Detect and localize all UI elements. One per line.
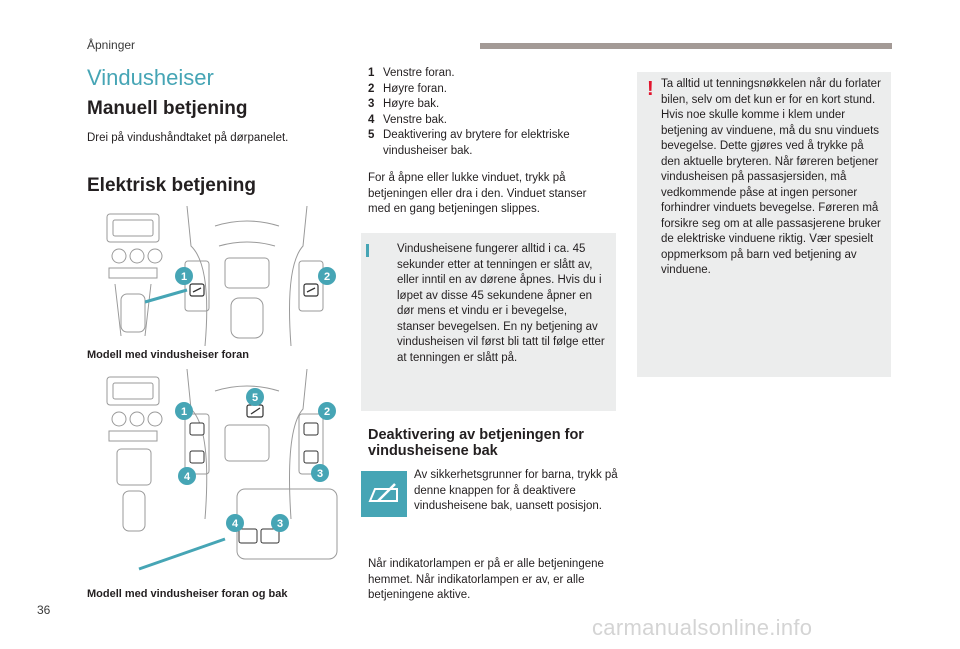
warning-icon: ! <box>647 78 654 100</box>
open-close-text: For å åpne eller lukke vinduet, trykk på betjeningen eller dra i den. Vinduet stanser med en gang betjeningen slippes. <box>368 172 587 215</box>
list-item: 2 Høyre foran. <box>368 82 447 95</box>
warning-text: Ta alltid ut tenningsnøkkelen når du forlater bilen, selv om det kun er for en kort stund. Hvis noe skulle komme i klem under betjening av vinduene, må du snu vinduets bevegelse. Dette gjøres ved å trykke på den aktuelle bryteren. Når føreren betjener vindusheisen på passasjersiden, må vedkommende påse at ingen personer forhindrer vinduets bevegelse. Føreren må forsikre seg om at alle passasjerene bruker de elektriske vinduene riktig. Vær spesielt oppmerksom på barn ved betjening av vinduene. <box>661 78 881 276</box>
callout-4 <box>178 467 196 485</box>
warning-box <box>637 72 891 377</box>
info-text: Vindusheisene fungerer alltid i ca. 45 sekunder etter at tenningen er slått av, eller inntil en av dørene åpnes. Hvis du i løpet av disse 45 sekundene åpner en dør mens et vindu er i bevegelse, stanser bevegelsen. En ny betjening av vindusheisen vil først bli tatt til følge etter at tenningen er slått på. <box>397 243 605 364</box>
list-item: 4 Venstre bak. <box>368 113 447 126</box>
info-icon <box>366 244 369 257</box>
header-rule <box>480 43 892 49</box>
page-number: 36 <box>37 603 51 617</box>
callout-1 <box>175 267 193 285</box>
info-box <box>361 233 616 411</box>
callout-2 <box>318 267 336 285</box>
illustration-front-windows <box>87 206 342 346</box>
page-title: Vindusheiser <box>87 65 214 90</box>
list-item: 3 Høyre bak. <box>368 98 440 110</box>
heading-electric: Elektrisk betjening <box>87 175 256 196</box>
heading-manual: Manuell betjening <box>87 98 248 119</box>
callout-3 <box>311 464 329 482</box>
svg-text:1: 1 <box>180 406 188 418</box>
manual-text: Drei på vindushåndtaket på dørpanelet. <box>87 132 289 144</box>
caption-front: Modell med vindusheiser foran <box>87 349 249 361</box>
list-item: 1 Venstre foran. <box>368 67 455 79</box>
heading-deactivation: Deaktivering av betjeningen for vindusheisene bak <box>368 427 584 459</box>
svg-text:4: 4 <box>183 471 191 483</box>
callout-2 <box>318 402 336 420</box>
list-item: 5 Deaktivering av brytere for elektriske vindusheiser bak. <box>368 129 570 157</box>
callout-4 <box>226 514 244 532</box>
section-label: Åpninger <box>87 38 136 52</box>
callout-5 <box>246 388 264 406</box>
control-list <box>368 66 618 159</box>
child-lock-switch-icon <box>361 471 407 517</box>
svg-text:5: 5 <box>251 392 259 404</box>
svg-text:3: 3 <box>316 468 324 480</box>
illustration-front-rear-windows <box>87 369 342 585</box>
svg-text:2: 2 <box>323 406 331 418</box>
svg-text:2: 2 <box>323 271 331 283</box>
callout-3 <box>271 514 289 532</box>
indicator-lamp-text: Når indikatorlampen er på er alle betjeningene hemmet. Når indikatorlampen er av, er alle betjeningene aktive. <box>368 558 604 601</box>
svg-text:4: 4 <box>231 518 239 530</box>
watermark: carmanualsonline.info <box>592 615 813 640</box>
callout-1 <box>175 402 193 420</box>
svg-text:3: 3 <box>276 518 284 530</box>
caption-front-rear: Modell med vindusheiser foran og bak <box>87 588 288 600</box>
deactivation-text: Av sikkerhetsgrunner for barna, trykk på denne knappen for å deaktivere vindusheisene bak, uansett posisjon. <box>414 469 618 512</box>
svg-text:1: 1 <box>180 271 188 283</box>
